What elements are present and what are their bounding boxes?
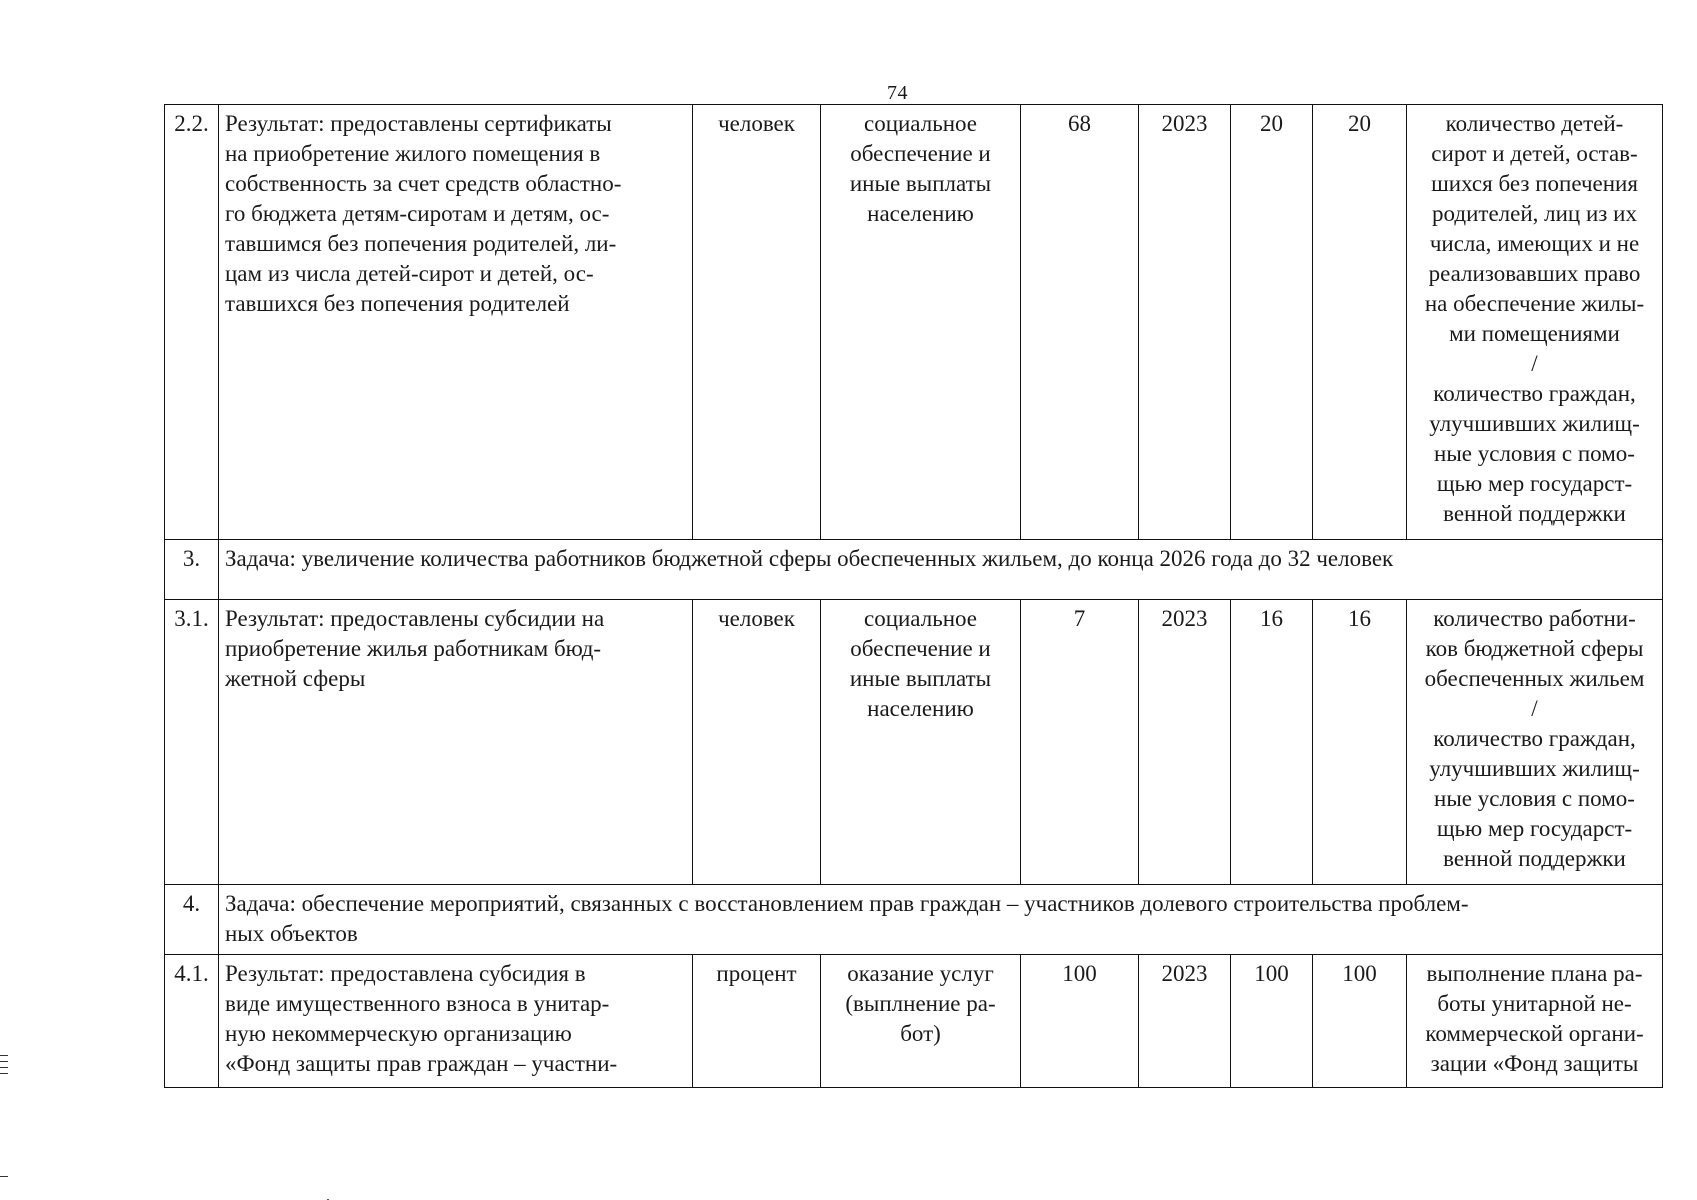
target-value-2: 16 [1313, 600, 1407, 885]
task-description: Задача: обеспечение мероприятий, связанных с восстановлением прав граждан – участников долевого строительства проблем- ных объектов [219, 885, 1663, 955]
target-value-1: 20 [1231, 105, 1313, 540]
table-row [165, 105, 1663, 540]
result-description: Результат: предоставлены субсидии на приобретение жилья работникам бюд- жетной сферы [219, 600, 693, 885]
page-number: 74 [887, 82, 908, 104]
task-number: 4. [165, 885, 219, 955]
target-value-1: 16 [1231, 600, 1313, 885]
task-row [165, 540, 1663, 600]
row-number: 4.1. [165, 955, 219, 1088]
result-description: Результат: предоставлена субсидия в виде имущественного взноса в унитар- ную некоммерческую организацию «Фонд защиты прав граждан – участни- [219, 955, 693, 1088]
row-number: 2.2. [165, 105, 219, 540]
base-year: 2023 [1139, 600, 1231, 885]
target-value-2: 20 [1313, 105, 1407, 540]
base-year: 2023 [1139, 955, 1231, 1088]
result-type: социальное обеспечение и иные выплаты населению [821, 600, 1021, 885]
result-description: Результат: предоставлены сертификаты на приобретение жилого помещения в собственность за счет средств областно- го бюджета детям-сиротам и детям, ос- тавшимся без попечения родителей, ли- цам из числа детей-сирот и детей, ос- тавшихся без попечения родителей [219, 105, 693, 540]
unit-of-measure: человек [693, 105, 821, 540]
scan-margin-dash [0, 1176, 8, 1177]
task-number: 3. [165, 540, 219, 600]
base-value: 68 [1021, 105, 1139, 540]
target-value-2: 100 [1313, 955, 1407, 1088]
task-row [165, 885, 1663, 955]
base-value: 7 [1021, 600, 1139, 885]
related-indicator: количество детей- сирот и детей, остав- шихся без попечения родителей, лиц из их числа, имеющих и не реализовавших право на обеспечение жилы- ми помещениями / количество граждан, улучшивших жилищ- ные условия с помо- щью мер государст- венной поддержки [1407, 105, 1663, 540]
table-row [165, 600, 1663, 885]
target-value-1: 100 [1231, 955, 1313, 1088]
scan-margin-marks [0, 1055, 8, 1079]
result-type: оказание услуг (выплнение ра- бот) [821, 955, 1021, 1088]
result-type: социальное обеспечение и иные выплаты населению [821, 105, 1021, 540]
indicators-table [164, 104, 1663, 1088]
task-description: Задача: увеличение количества работников бюджетной сферы обеспеченных жильем, до конца 2026 года до 32 человек [219, 540, 1663, 600]
unit-of-measure: процент [693, 955, 821, 1088]
table-row [165, 955, 1663, 1088]
row-number: 3.1. [165, 600, 219, 885]
related-indicator: количество работни- ков бюджетной сферы обеспеченных жильем / количество граждан, улучшивших жилищ- ные условия с помо- щью мер государст- венной поддержки [1407, 600, 1663, 885]
related-indicator: выполнение плана ра- боты унитарной не- коммерческой органи- зации «Фонд защиты [1407, 955, 1663, 1088]
base-year: 2023 [1139, 105, 1231, 540]
unit-of-measure: человек [693, 600, 821, 885]
base-value: 100 [1021, 955, 1139, 1088]
